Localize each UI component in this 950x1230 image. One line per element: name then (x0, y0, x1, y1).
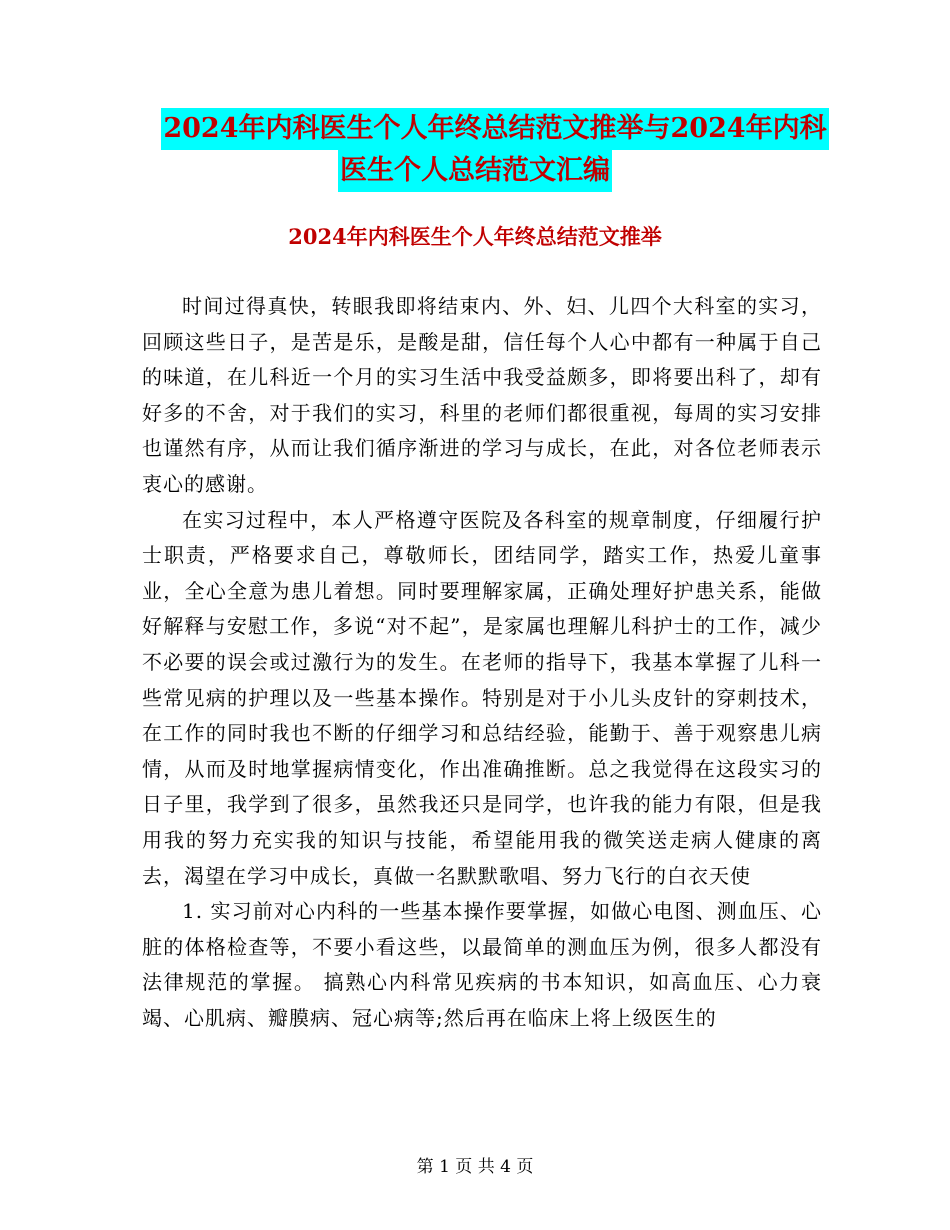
title-line-1: 2024年内科医生个人年终总结范文推举与2024年内科 (161, 108, 828, 150)
document-body (142, 289, 822, 1036)
section-heading: 2024年内科医生个人年终总结范文推举 (288, 224, 662, 249)
paragraph-1: 时间过得真快，转眼我即将结束内、外、妇、儿四个大科室的实习，回顾这些日子，是苦是乐，是酸是甜，信任每个人心中都有一种属于自己的味道，在儿科近一个月的实习生活中我受益颇多，即将要出科了，却有好多的不舍，对于我们的实习，科里的老师们都很重视，每周的实习安排也谨然有序，从而让我们循序渐进的学习与成长，在此，对各位老师表示衷心的感谢。 (142, 294, 822, 496)
paragraph-2: 在实习过程中，本人严格遵守医院及各科室的规章制度，仔细履行护士职责，严格要求自己，尊敬师长，团结同学，踏实工作，热爱儿童事业，全心全意为患儿着想。同时要理解家属，正确处理好护患关系，能做好解释与安慰工作，多说“对不起”，是家属也理解儿科护士的工作，减少不必要的误会或过激行为的发生。在老师的指导下，我基本掌握了儿科一些常见病的护理以及一些基本操作。特别是对于小儿头皮针的穿刺技术，在工作的同时我也不断的仔细学习和总结经验，能勤于、善于观察患儿病情，从而及时地掌握病情变化，作出准确推断。总之我觉得在这段实习的日子里，我学到了很多，虽然我还只是同学，也许我的能力有限，但是我用我的努力充实我的知识与技能，希望能用我的微笑送走病人健康的离去，渴望在学习中成长，真做一名默默歌唱、努力飞行的白衣天使 (142, 507, 822, 888)
title-line-2: 医生个人总结范文汇编 (338, 150, 612, 192)
page-footer: 第 1 页 共 4 页 (416, 1157, 534, 1177)
paragraph-3: 1. 实习前对心内科的一些基本操作要掌握，如做心电图、测血压、心脏的体格检查等，不要小看这些，以最简单的测血压为例，很多人都没有法律规范的掌握。 搞熟心内科常见疾病的书本知识，如高血压、心力衰竭、心肌病、瓣膜病、冠心病等;然后再在临床上将上级医生的 (142, 899, 822, 1030)
document-title (0, 108, 950, 192)
